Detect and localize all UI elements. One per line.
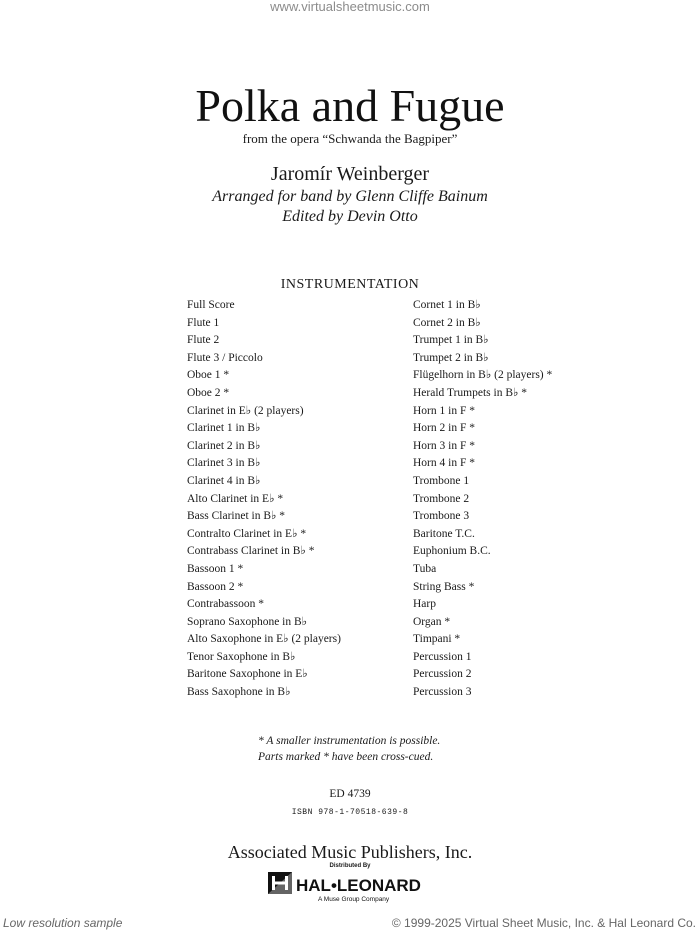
logo-wordmark: HAL•LEONARD bbox=[296, 876, 421, 895]
instrument-item: Clarinet 1 in B♭ bbox=[187, 422, 261, 435]
instrument-item: Timpani * bbox=[413, 633, 461, 646]
hal-leonard-emblem-icon bbox=[268, 872, 292, 894]
watermark-url: www.virtualsheetmusic.com bbox=[270, 0, 430, 14]
instrument-item: Full Score bbox=[187, 299, 235, 311]
arranger-credit: Arranged for band by Glenn Cliffe Bainum bbox=[212, 188, 488, 205]
subtitle: from the opera “Schwanda the Bagpiper” bbox=[242, 131, 458, 146]
instrument-item: Percussion 1 bbox=[413, 650, 472, 663]
instrument-item: Bass Clarinet in B♭ * bbox=[187, 510, 286, 523]
note-line: * A smaller instrumentation is possible. bbox=[258, 735, 441, 747]
instrument-list-left bbox=[187, 297, 341, 702]
instrument-item: Trumpet 2 in B♭ bbox=[413, 351, 489, 364]
edition-number: ED 4739 bbox=[329, 788, 371, 800]
instrument-item: Cornet 2 in B♭ bbox=[413, 316, 481, 329]
instrument-item: Herald Trumpets in B♭ * bbox=[413, 386, 528, 399]
instrument-item: Clarinet 2 in B♭ bbox=[187, 439, 261, 452]
instrument-item: Clarinet in E♭ (2 players) bbox=[187, 404, 304, 417]
instrument-item: Horn 1 in F * bbox=[413, 404, 475, 417]
instrument-item: Cornet 1 in B♭ bbox=[413, 299, 481, 311]
instrumentation-heading: INSTRUMENTATION bbox=[280, 277, 420, 292]
instrument-item: Bass Saxophone in B♭ bbox=[187, 686, 291, 699]
instrument-item: Contralto Clarinet in E♭ * bbox=[187, 527, 307, 540]
instrumentation-note bbox=[258, 733, 440, 765]
copyright-notice: © 1999-2025 Virtual Sheet Music, Inc. & Hal Leonard Co. bbox=[391, 916, 696, 930]
instrument-item: Baritone Saxophone in E♭ bbox=[187, 668, 308, 681]
instrument-item: Contrabassoon * bbox=[187, 598, 264, 611]
instrument-item: Flute 2 bbox=[187, 334, 220, 347]
instrument-item: Horn 3 in F * bbox=[413, 439, 475, 452]
instrument-item: Percussion 3 bbox=[413, 686, 472, 699]
logo-tagline: A Muse Group Company bbox=[318, 896, 390, 903]
instrument-item: Oboe 1 * bbox=[187, 369, 230, 382]
distributed-by-label: Distributed By bbox=[329, 863, 371, 869]
instrument-item: Clarinet 3 in B♭ bbox=[187, 457, 261, 470]
hal-leonard-logo bbox=[266, 866, 438, 904]
instrument-item: Horn 4 in F * bbox=[413, 457, 475, 470]
editor-credit: Edited by Devin Otto bbox=[282, 208, 418, 225]
instrument-item: Percussion 2 bbox=[413, 668, 472, 681]
instrument-item: Euphonium B.C. bbox=[413, 545, 491, 558]
instrument-item: Tuba bbox=[413, 562, 437, 575]
instrument-item: Horn 2 in F * bbox=[413, 422, 475, 435]
instrument-item: Alto Clarinet in E♭ * bbox=[187, 492, 284, 505]
note-line: Parts marked * have been cross-cued. bbox=[258, 751, 434, 763]
instrument-item: Soprano Saxophone in B♭ bbox=[187, 615, 308, 628]
isbn: ISBN 978-1-70518-639-8 bbox=[291, 808, 409, 817]
instrument-item: Bassoon 2 * bbox=[187, 580, 244, 593]
instrument-item: Trombone 3 bbox=[413, 510, 470, 523]
instrument-item: Flute 1 bbox=[187, 316, 220, 329]
instrument-item: Contrabass Clarinet in B♭ * bbox=[187, 545, 315, 558]
instrument-item: Trombone 2 bbox=[413, 492, 470, 505]
instrument-item: Baritone T.C. bbox=[413, 527, 475, 540]
page-title: Polka and Fugue bbox=[195, 80, 505, 131]
instrument-item: Trombone 1 bbox=[413, 474, 470, 487]
composer-name: Jaromír Weinberger bbox=[270, 163, 430, 185]
instrument-item: Alto Saxophone in E♭ (2 players) bbox=[187, 633, 341, 646]
instrument-item: Bassoon 1 * bbox=[187, 562, 244, 575]
instrument-item: Flügelhorn in B♭ (2 players) * bbox=[413, 369, 553, 382]
instrument-list-right bbox=[413, 297, 552, 702]
low-resolution-label: Low resolution sample bbox=[3, 916, 123, 930]
instrument-item: Oboe 2 * bbox=[187, 386, 230, 399]
instrument-item: Clarinet 4 in B♭ bbox=[187, 474, 261, 487]
instrument-item: Tenor Saxophone in B♭ bbox=[187, 650, 296, 663]
instrument-item: Flute 3 / Piccolo bbox=[187, 351, 263, 364]
instrument-item: Organ * bbox=[413, 615, 451, 628]
instrument-item: Harp bbox=[413, 598, 436, 611]
instrument-item: Trumpet 1 in B♭ bbox=[413, 334, 489, 347]
instrument-item: String Bass * bbox=[413, 580, 475, 593]
publisher-name: Associated Music Publishers, Inc. bbox=[227, 842, 473, 862]
